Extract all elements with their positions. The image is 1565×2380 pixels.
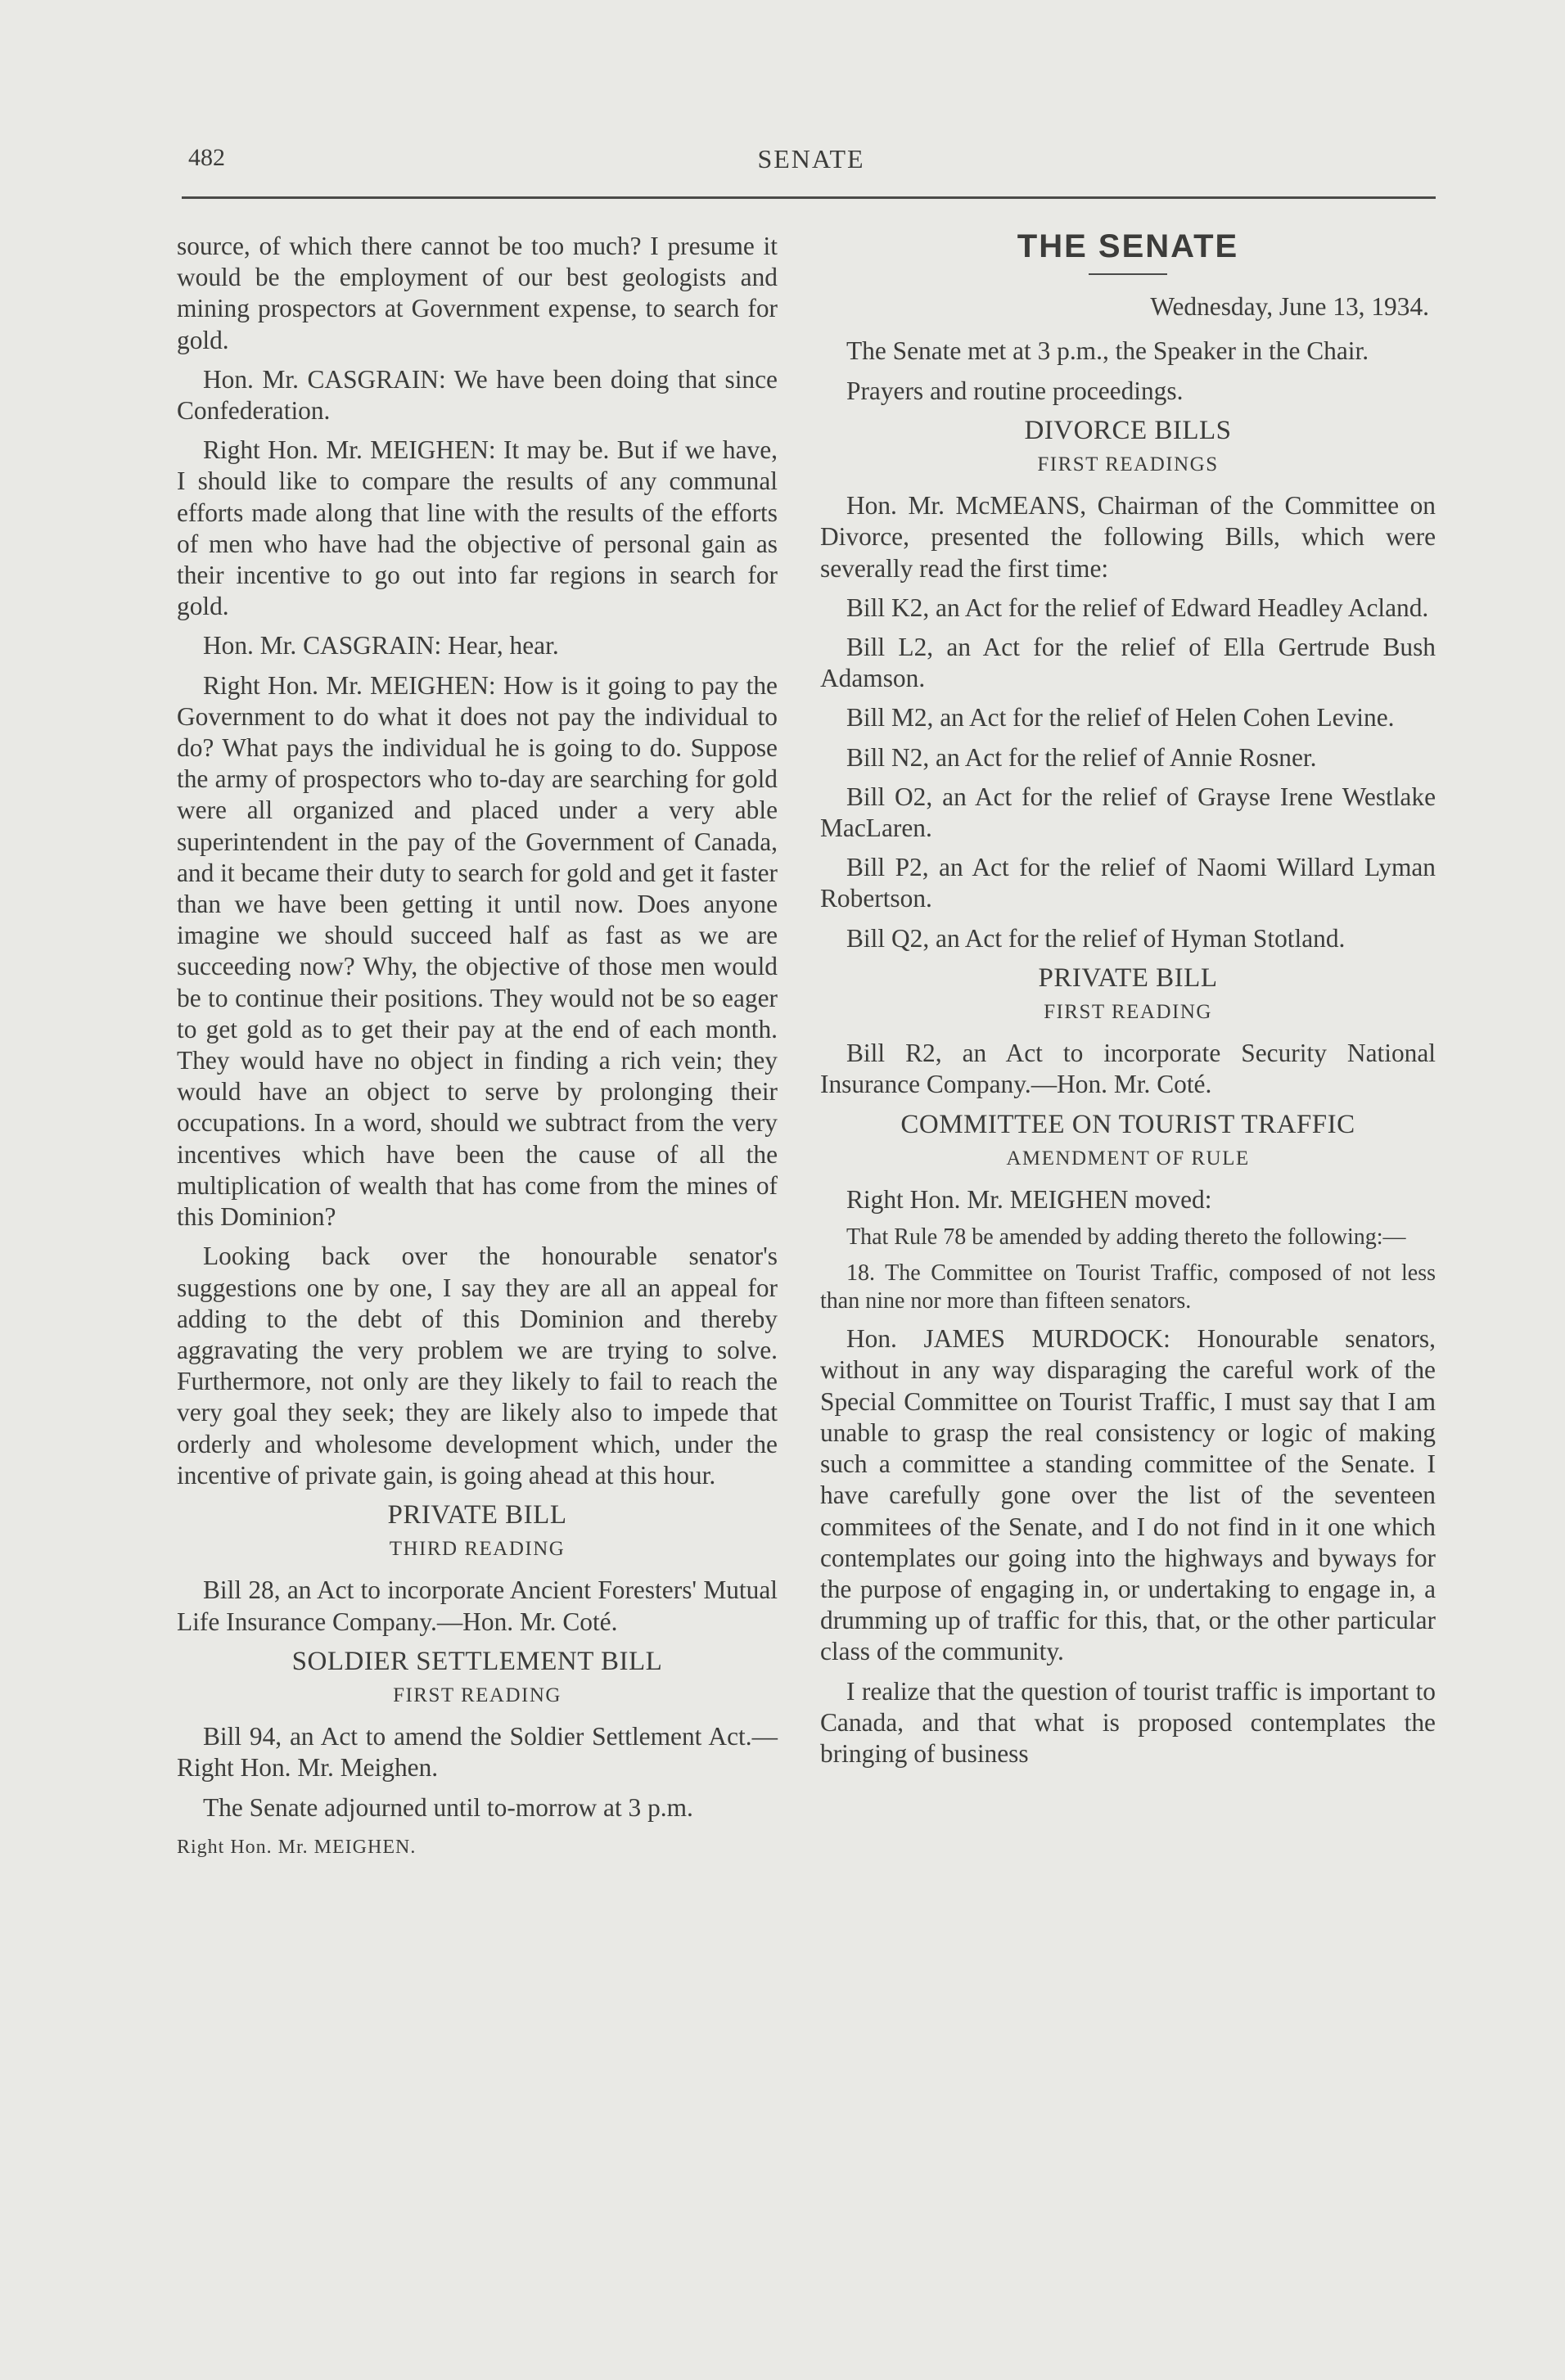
paragraph: I realize that the question of tourist traffic is important to Canada, and that what is proposed contemplates the bringing of business [820,1676,1436,1768]
dateline: Wednesday, June 13, 1934. [1150,292,1429,322]
bill-item: Bill N2, an Act for the relief of Annie Rosner. [846,742,1317,772]
paragraph: The Senate met at 3 p.m., the Speaker in the Chair. [846,336,1369,366]
running-head: SENATE [757,144,865,174]
header-rule [182,196,1436,199]
paragraph: Hon. Mr. McMEANS, Chairman of the Committee on Divorce, presented the following Bills, which were severally read the first time: [820,491,1436,583]
section-subheading: FIRST READING [393,1684,562,1706]
section-subheading: AMENDMENT OF RULE [1006,1147,1250,1170]
right-column [820,228,1436,1778]
bill-item: Bill M2, an Act for the relief of Helen Cohen Levine. [846,703,1395,732]
bill-item: Bill Q2, an Act for the relief of Hyman Stotland. [846,923,1346,953]
bill-item: Bill P2, an Act for the relief of Naomi Willard Lyman Robertson. [820,853,1436,913]
bill-item: Bill K2, an Act for the relief of Edward Headley Acland. [846,593,1429,622]
page-title: THE SENATE [1017,228,1239,264]
paragraph: Right Hon. Mr. MEIGHEN moved: [846,1185,1212,1215]
quoted-motion: That Rule 78 be amended by adding thereto the following:— [846,1224,1406,1251]
paragraph: The Senate adjourned until to-morrow at 3 p.m. [203,1792,693,1822]
title-rule [1089,273,1167,275]
paragraph: Bill R2, an Act to incorporate Security National Insurance Company.—Hon. Mr. Coté. [820,1039,1436,1099]
section-subheading: FIRST READINGS [1037,453,1219,476]
section-subheading: FIRST READING [1044,1001,1212,1024]
paragraph: Hon. JAMES MURDOCK: Honourable senators, without in any way disparaging the careful work of the Special Committee on Tourist Traffic, I must say that I am unable to grasp the real consistency or logic of making such a committee a standing committee of the Senate. I have carefully gone over the list of the seventeen commitees of the Senate, and I do not find in it one which contemplates our going into the highways and byways for the purpose of engaging in, or undertaking to engage in, a drumming up of traffic for this, that, or the other particular class of the community. [820,1324,1436,1666]
left-column [177,231,778,1863]
section-heading: DIVORCE BILLS [1024,415,1232,445]
paragraph: Hon. Mr. CASGRAIN: We have been doing that since Confederation. [177,364,778,426]
quoted-rule: 18. The Committee on Tourist Traffic, composed of not less than nine nor more than fifteen senators. [820,1260,1436,1314]
bill-item: Bill O2, an Act for the relief of Grayse Irene Westlake MacLaren. [820,782,1436,843]
paragraph: Bill 28, an Act to incorporate Ancient Foresters' Mutual Life Insurance Company.—Hon. Mr. Coté. [177,1575,778,1636]
paragraph: Right Hon. Mr. MEIGHEN: How is it going to pay the Government to do what it does not pay the individual to do? What pays the individual he is going to do. Suppose the army of prospectors who to-day are searching for gold were all organized and placed under a very able superintendent in the pay of the Government of Canada, and it became their duty to search for gold and get it faster than we have been getting it until now. Does anyone imagine we should succeed half as fast as we are succeeding now? Why, the objective of those men would be to continue their positions. They would not be so eager to get gold as to get their pay at the end of each month. They would have no object in finding a rich vein; they would have an object to serve by prolonging their occupations. In a word, should we subtract from the very incentives which have been the cause of all the multiplication of wealth that has come from the mines of this Dominion? [177,670,778,1232]
paragraph: Hon. Mr. CASGRAIN: Hear, hear. [203,631,559,660]
paragraph: Looking back over the honourable senator's suggestions one by one, I say they are all an appeal for adding to the debt of this Dominion and thereby aggravating the very problem we are trying to solve. Furthermore, not only are they likely to fail to reach the very goal they seek; they are likely also to impede that orderly and wholesome development which, under the incentive of private gain, is going ahead at this hour. [177,1242,778,1490]
paragraph: source, of which there cannot be too much? I presume it would be the employment of our best geologists and mining prospectors at Government expense, to search for gold. [177,232,778,354]
paragraph: Prayers and routine proceedings. [846,376,1184,405]
section-heading: SOLDIER SETTLEMENT BILL [291,1646,663,1676]
section-subheading: THIRD READING [389,1538,566,1561]
paragraph: Right Hon. Mr. MEIGHEN: It may be. But if we have, I should like to compare the results of any communal efforts made along that line with the results of the efforts of men who have had the objective of personal gain as their incentive to go out into far regions in search for gold. [177,435,778,621]
section-heading: PRIVATE BILL [1038,962,1218,993]
paragraph: Bill 94, an Act to amend the Soldier Settlement Act.—Right Hon. Mr. Meighen. [177,1722,778,1783]
bill-item: Bill L2, an Act for the relief of Ella Gertrude Bush Adamson. [820,633,1436,693]
section-heading: PRIVATE BILL [387,1499,567,1530]
footer-note: Right Hon. Mr. MEIGHEN. [177,1836,417,1858]
page-number: 482 [188,144,225,171]
page-header [188,137,1434,187]
section-heading: COMMITTEE ON TOURIST TRAFFIC [900,1109,1355,1139]
